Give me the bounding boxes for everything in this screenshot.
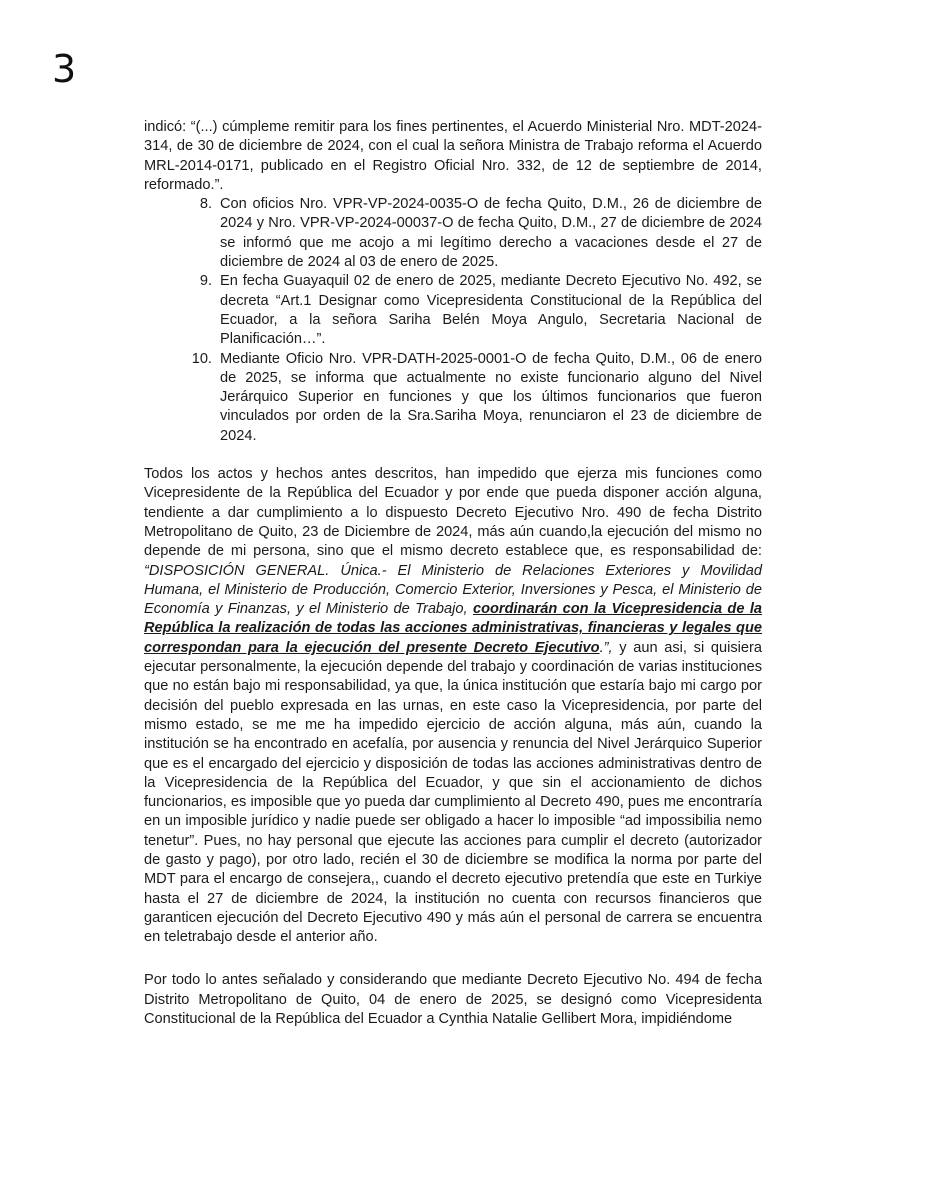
decree-quote-emphasis: coordinarán con la Vicepresidencia de la República la realización de todas las acciones administrativas, financieras y legales que correspondan para la ejecución del presente Decreto Ejecutivo bbox=[144, 601, 762, 656]
continuation-paragraph: indicó: “(...) cúmpleme remitir para los fines pertinentes, el Acuerdo Ministerial Nro. MDT-2024-314, de 30 de diciembre de 2024, con el cual la señora Ministra de Trabajo reforma el Acuerdo MRL-2014-0171, publicado en el Registro Oficial Nro. 332, de 12 de septiembre de 2014, reformado.”. bbox=[144, 119, 762, 193]
list-item-number: 9. bbox=[199, 273, 212, 290]
list-item-text: Mediante Oficio Nro. VPR-DATH-2025-0001-O de fecha Quito, D.M., 06 de enero de 2025, se informa que actualmente no existe funcionario alguno del Nivel Jerárquico Superior en funciones y que los últimos funcionarios que fueron vinculados por orden de la Sra.Sariha Moya, renunciaron el 23 de diciembre de 2024. bbox=[220, 350, 762, 444]
list-item-10 bbox=[144, 350, 762, 446]
list-item-number: 10. bbox=[191, 350, 212, 367]
decree-quote-close: .”, bbox=[599, 639, 613, 656]
paragraph-rest: y aun asi, si quisiera ejecutar personalmente, la ejecución depende del trabajo y coordinación de varias instituciones que no están bajo mi responsabilidad, ya que, la única institución que estaría bajo mi cargo por decisión del pueblo expresada en las urnas, en este caso la Vicepresidencia, por parte del mismo estado, se me me ha impedido ejercicio de acción alguna, más aún, cuando la institución se ha encontrado en acefalía, por ausencia y renuncia del Nivel Jerárquico Superior que es el encargado del ejercicio y disposición de todas las acciones administrativas dentro de la Vicepresidencia de la República del Ecuador, y que sin el accionamiento de dichos funcionarios, es imposible que yo pueda dar cumplimiento al Decreto 490, pues me encontraría en un imposible jurídico y nadie puede ser obligado a hacer lo imposible “ad impossibilia nemo tenetur”. Pues, no hay personal que ejecute las acciones para cumplir el decreto (autorizador de gasto y pago), por otro lado, recién el 30 de diciembre se modifica la norma por parte del MDT para el encargo de consejera,, cuando el decreto ejecutivo pretendía que este en Turkiye hasta el 27 de diciembre de 2024, la institución no cuenta con recursos financieros que garanticen ejecución del Decreto Ejecutivo 490 y más aún el personal de carrera se encuentra en teletrabajo desde el anterior año. bbox=[144, 639, 762, 946]
body-paragraph-2: Por todo lo antes señalado y considerando que mediante Decreto Ejecutivo No. 494 de fecha Distrito Metropolitano de Quito, 04 de enero de 2025, se designó como Vicepresidenta Constitucional de la República del Ecuador a Cynthia Natalie Gellibert Mora, impidiéndome bbox=[144, 972, 762, 1028]
list-item-text: En fecha Guayaquil 02 de enero de 2025, mediante Decreto Ejecutivo No. 492, se decreta “Art.1 Designar como Vicepresidenta Constitucional de la República del Ecuador, a la señora Sariha Belén Moya Angulo, Secretaria Nacional de Planificación…”. bbox=[220, 273, 762, 348]
numbered-list bbox=[144, 195, 762, 446]
paragraph-intro: Todos los actos y hechos antes descritos, han impedido que ejerza mis funciones como Vicepresidente de la República del Ecuador y por ende que pueda disponer acción alguna, tendiente a dar cumplimiento a lo dispuesto Decreto Ejecutivo Nro. 490 de fecha Distrito Metropolitano de Quito, 23 de Diciembre de 2024, más aún cuando,la ejecución del mismo no depende de mi persona, sino que el mismo decreto establece que, es responsabilidad de: bbox=[144, 466, 762, 560]
list-item-8 bbox=[144, 195, 762, 272]
document-body bbox=[144, 118, 762, 1029]
decree-quote: “DISPOSICIÓN GENERAL. Única.- El Ministerio de Relaciones Exteriores y Movilidad Humana, el Ministerio de Producción, Comercio Exterior, Inversiones y Pesca, el Ministerio de Economía y Finanzas, y el Ministerio de Trabajo, bbox=[144, 562, 762, 618]
list-item-9 bbox=[144, 272, 762, 349]
list-item-number: 8. bbox=[199, 196, 212, 213]
list-item-text: Con oficios Nro. VPR-VP-2024-0035-O de fecha Quito, D.M., 26 de diciembre de 2024 y Nro. VPR-VP-2024-00037-O de fecha Quito, D.M., 27 de diciembre de 2024 se informó que me acojo a mi legítimo derecho a vacaciones desde el 27 de diciembre de 2024 al 03 de enero de 2025. bbox=[220, 196, 762, 271]
page-number: 3 bbox=[52, 47, 77, 91]
body-paragraph-1 bbox=[144, 465, 762, 947]
